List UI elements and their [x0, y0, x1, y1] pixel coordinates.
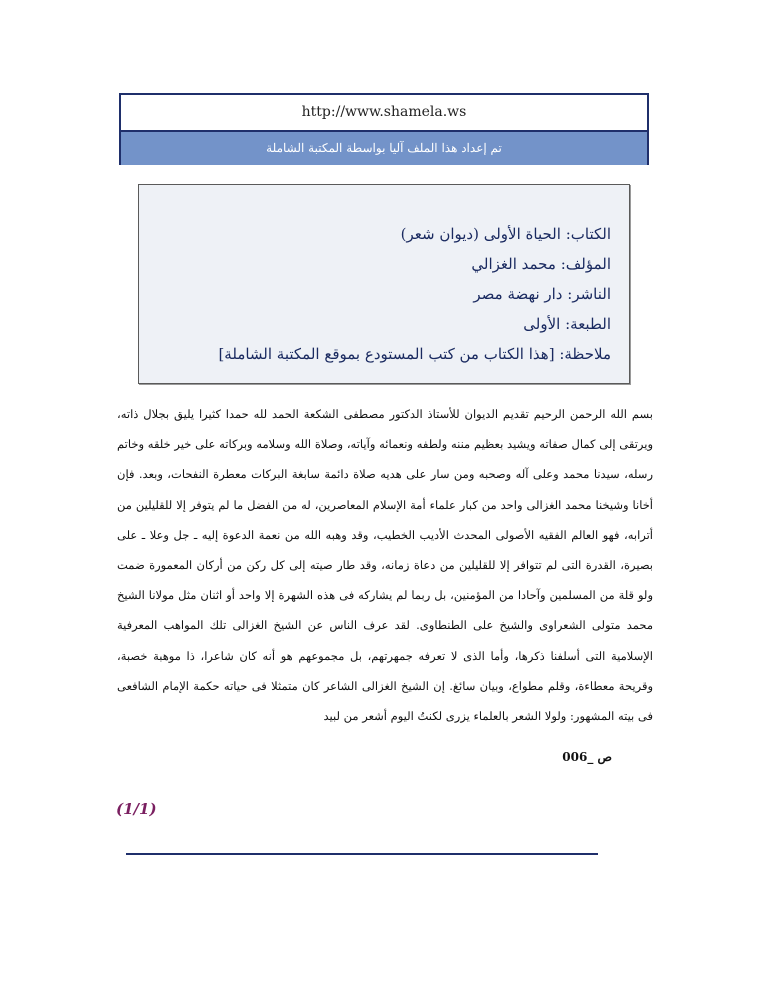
book-title-value: الحياة الأولى (ديوان شعر)	[400, 225, 561, 243]
site-url[interactable]: http://www.shamela.ws	[121, 95, 647, 132]
book-note-row	[153, 339, 611, 369]
book-author-row	[153, 249, 611, 279]
book-title-row	[153, 219, 611, 249]
book-edition-label: الطبعة:	[565, 315, 611, 333]
book-publisher-value: دار نهضة مصر	[473, 285, 563, 303]
header-box	[119, 93, 649, 165]
book-note-value: [هذا الكتاب من كتب المستودع بموقع المكتبة الشاملة]	[218, 345, 555, 363]
prepared-note: تم إعداد هذا الملف آليا بواسطة المكتبة الشاملة	[121, 132, 647, 165]
body-paragraph: بسم الله الرحمن الرحيم تقديم الديوان للأستاذ الدكتور مصطفى الشكعة الحمد لله حمدا كثيرا يليق بجلال ذاته، ويرتقى إلى كمال صفاته ويشيد بعظيم مننه ولطفه ونعمائه وآياته، وصلاة الله وسلامه وبركاته على خير خلقه وخاتم رسله، سيدنا محمد وعلى آله وصحبه ومن سار على هديه صلاة دائمة سابغة البركات معطرة النفحات، وبعد. فإن أخانا وشيخنا محمد الغزالى واحد من كبار علماء أمة الإسلام المعاصرين، له من الفضل ما لم يتوفر إلا للقليلين من أترابه، فهو العالم الفقيه الأصولى المحدث الأديب الخطيب، وقد وهبه الله من نعمة الدعوة إليه ـ جل وعلا ـ على بصيرة، القدرة التى لم تتوافر إلا للقليلين من دعاة زمانه، وقد طار صيته إلى كل ركن من أركان المعمورة ضمت ولو قلة من المسلمين وآحادا من المؤمنين، بل ربما لم يشاركه فى هذه الشهرة إلا واحد أو اثنان مثل مولانا الشيخ محمد متولى الشعراوى والشيخ على الطنطاوى. لقد عرف الناس عن الشيخ الغزالى تلك المواهب المعرفية الإسلامية التى أسلفنا ذكرها، وأما الذى لا تعرفه جمهرتهم، بل مجموعهم هو أنه كان شاعرا، ذا موهبة خصبة، وقريحة معطاءة، وقلم مطواع، وبيان سائغ. إن الشيخ الغزالى الشاعر كان متمثلا فى حياته حكمة الإمام الشافعى فى بيته المشهور: ولولا الشعر بالعلماء يزرى لكنتُ اليوم أشعر من لبيد	[117, 407, 653, 724]
book-note-label: ملاحظة:	[559, 345, 611, 363]
book-publisher-row	[153, 279, 611, 309]
book-info-box	[138, 184, 630, 384]
page-reference: ص _006	[562, 750, 612, 764]
book-title-label: الكتاب:	[565, 225, 611, 243]
book-author-value: محمد الغزالي	[471, 255, 556, 273]
book-author-label: المؤلف:	[560, 255, 611, 273]
footer-divider	[126, 853, 598, 855]
book-edition-row	[153, 309, 611, 339]
book-edition-value: الأولى	[523, 315, 561, 333]
book-publisher-label: الناشر:	[567, 285, 611, 303]
page-number: (1/1)	[116, 800, 157, 818]
